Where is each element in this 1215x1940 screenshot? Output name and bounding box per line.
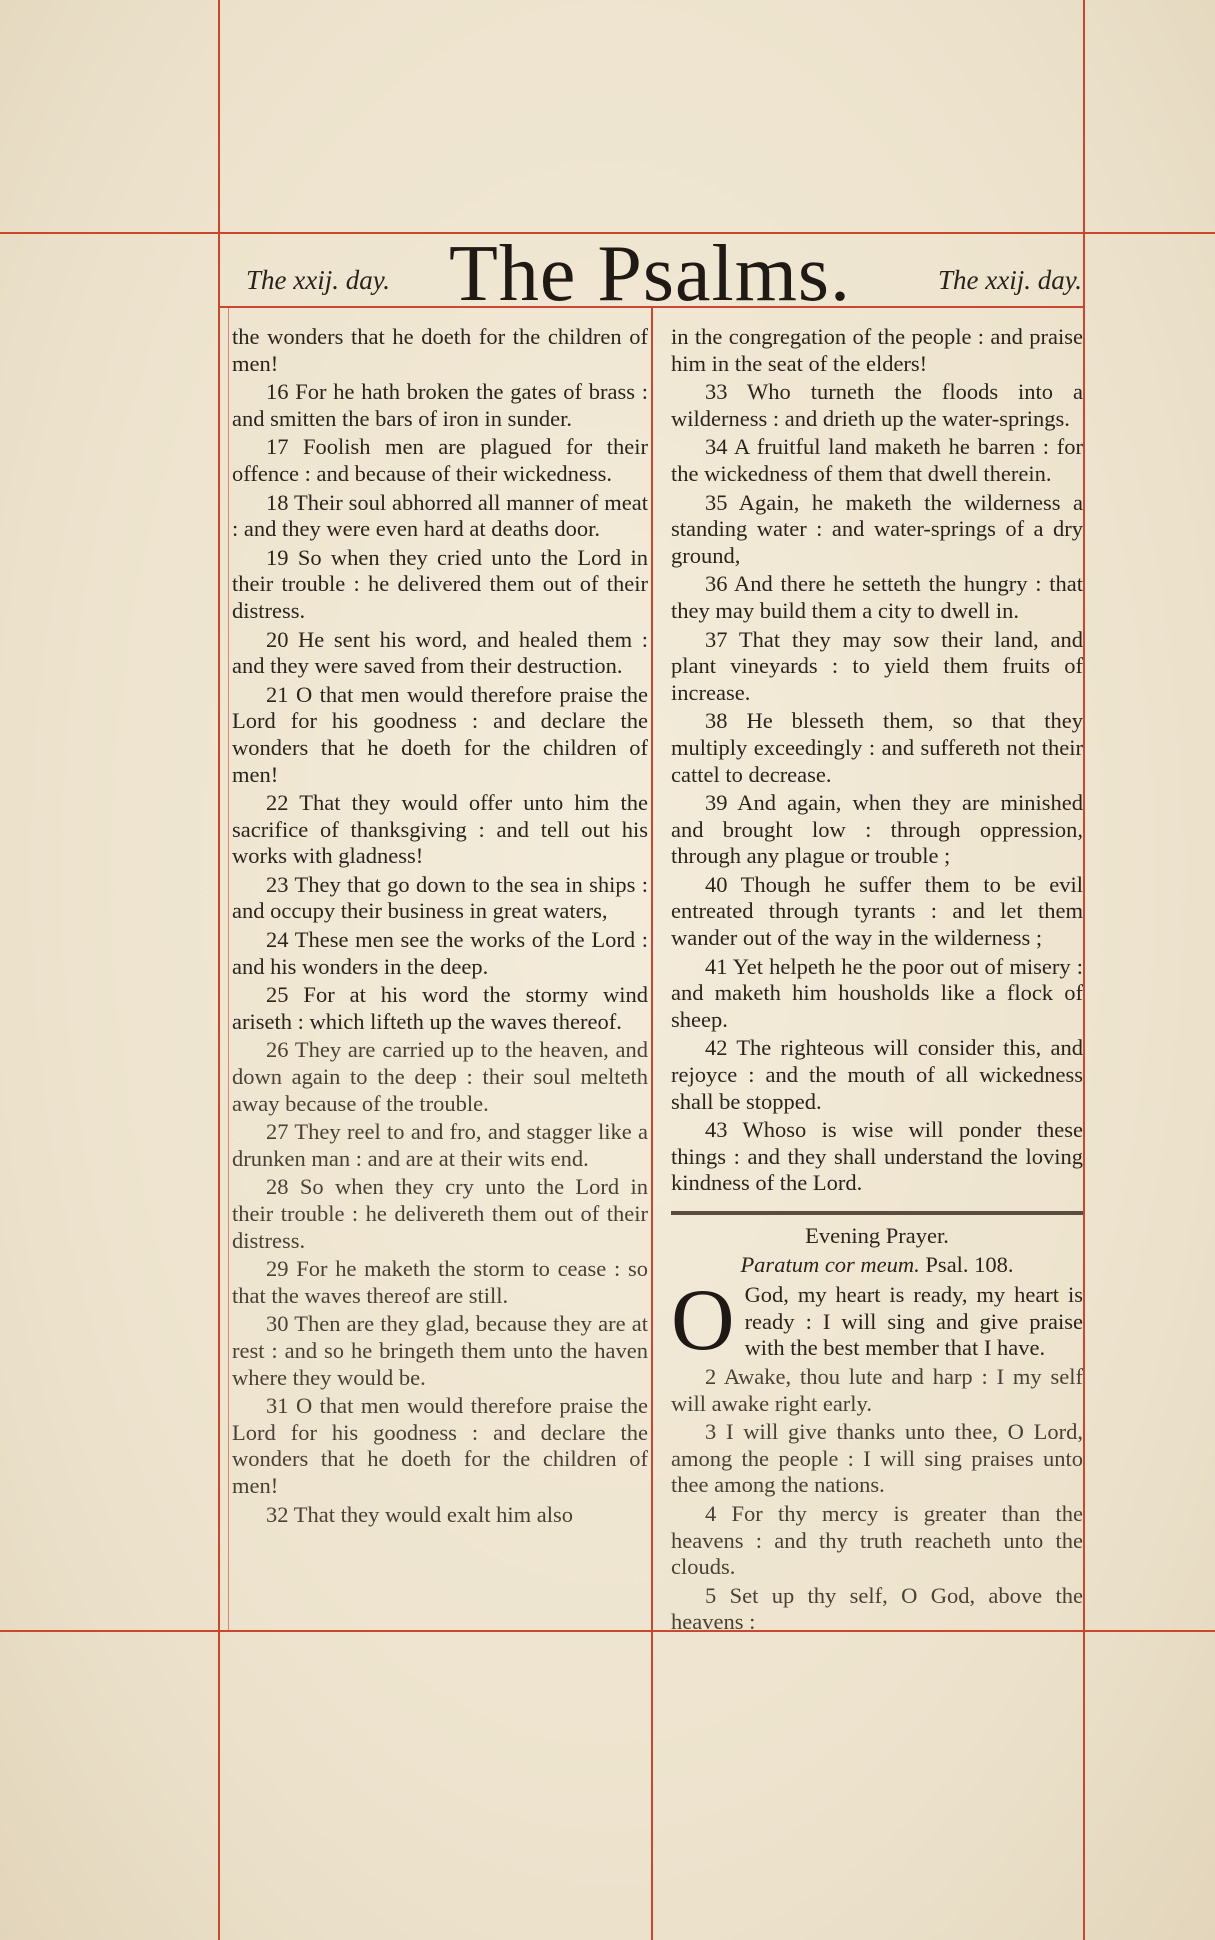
verse-23: 23 They that go down to the sea in ships : and occupy their business in great waters, [232,871,648,924]
verse-28: 28 So when they cry unto the Lord in their trouble : he delivereth them out of their distress. [232,1174,648,1253]
verse-32: 32 That they would exalt him also [266,1501,574,1527]
rule-left-text-edge [228,306,229,1630]
psalm-108-verse-4: 4 For thy mercy is greater than the heavens : and thy truth reacheth unto the clouds. [671,1500,1083,1580]
verse-25: 25 For at his word the stormy wind ariseth : which lifteth up the waves thereof. [232,982,648,1034]
verse-17: 17 Foolish men are plagued for their offence : and because of their wickedness. [232,434,648,486]
verse-33: 33 Who turneth the floods into a wilderness : and drieth up the water-springs. [671,379,1083,431]
page-title: The Psalms. [448,230,852,318]
psalm-108-verse-1 [671,1272,1083,1370]
right-column [671,324,1083,1638]
header-left-label: The xxij. [246,265,339,295]
drop-cap-letter: O [671,1272,735,1370]
verse-continuation-right: in the congregation of the people : and praise him in the seat of the elders! [671,324,1083,376]
psalm-108-verse-3: 3 I will give thanks unto thee, O Lord, among the people : I will sing praises unto thee among the nations. [671,1419,1083,1498]
verse-continuation: the wonders that he doeth for the children of men! [232,324,648,376]
header-left-day-word: day. [345,265,390,295]
verse-20: 20 He sent his word, and healed them : and they were saved from their destruction. [232,626,648,679]
verse-42: 42 The righteous will consider this, and rejoyce : and the mouth of all wickedness shall be stopped. [671,1035,1083,1114]
verse-1-text: God, my heart is ready, my heart is ready : I will sing and give praise with the best member that I have. [744,1282,1083,1361]
psalm-108-verse-5: 5 Set up thy self, O God, above the heavens : [671,1582,1083,1635]
section-divider [671,1211,1083,1215]
verse-26: 26 They are carried up to the heaven, and down again to the deep : their soul melteth away because of the trouble. [232,1037,648,1116]
rule-right-margin [1083,0,1085,1940]
psalm-reference: Psal. 108. [925,1251,1014,1277]
verse-39: 39 And again, when they are minished and brought low : through oppression, through any plague or trouble ; [671,790,1083,869]
header-right-day [938,265,1082,296]
verse-34: 34 A fruitful land maketh he barren : for the wickedness of them that dwell therein. [671,434,1083,486]
verse-43: 43 Whoso is wise will ponder these things : and they shall understand the loving kindness of the Lord. [671,1117,1083,1196]
latin-incipit: Paratum cor meum. [740,1251,920,1277]
left-column [232,324,648,1530]
verse-22: 22 That they would offer unto him the sacrifice of thanksgiving : and tell out his works with gladness! [232,790,648,869]
verse-35: 35 Again, he maketh the wilderness a standing water : and water-springs of a dry ground, [671,489,1083,568]
page-header [218,225,1082,318]
rule-center-gutter [651,306,653,1940]
verse-19: 19 So when they cried unto the Lord in their trouble : he delivered them out of their distress. [232,544,648,623]
verse-40: 40 Though he suffer them to be evil entreated through tyrants : and let them wander out of the way in the wilderness ; [671,871,1083,951]
verse-30: 30 Then are they glad, because they are at rest : and so he bringeth them unto the haven where they would be. [232,1311,648,1390]
verse-41: 41 Yet helpeth he the poor out of misery : and maketh him housholds like a flock of sheep. [671,953,1083,1032]
psalm-108-verse-2: 2 Awake, thou lute and harp : I my self will awake right early. [671,1363,1083,1416]
verse-27: 27 They reel to and fro, and stagger like a drunken man : and are at their wits end. [232,1119,648,1171]
verse-37: 37 That they may sow their land, and plant vineyards : to yield them fruits of increase. [671,626,1083,705]
evening-prayer-heading: Evening Prayer. [805,1223,949,1248]
verse-29: 29 For he maketh the storm to cease : so that the waves thereof are still. [232,1256,648,1308]
verse-38: 38 He blesseth them, so that they multiply exceedingly : and suffereth not their cattel to decrease. [671,708,1083,787]
verse-18: 18 Their soul abhorred all manner of meat : and they were even hard at deaths door. [232,489,648,542]
verse-24: 24 These men see the works of the Lord : and his wonders in the deep. [232,927,648,979]
verse-31: 31 O that men would therefore praise the Lord for his goodness : and declare the wonders that he doeth for the children of men! [232,1393,648,1498]
verse-36: 36 And there he setteth the hungry : that they may build them a city to dwell in. [671,571,1083,623]
verse-16: 16 For he hath broken the gates of brass : and smitten the bars of iron in sunder. [232,379,648,431]
header-right-day-word: day. [1037,265,1082,295]
verse-21: 21 O that men would therefore praise the Lord for his goodness : and declare the wonders that he doeth for the children of men! [232,681,648,787]
header-right-label: The xxij. [938,265,1031,295]
